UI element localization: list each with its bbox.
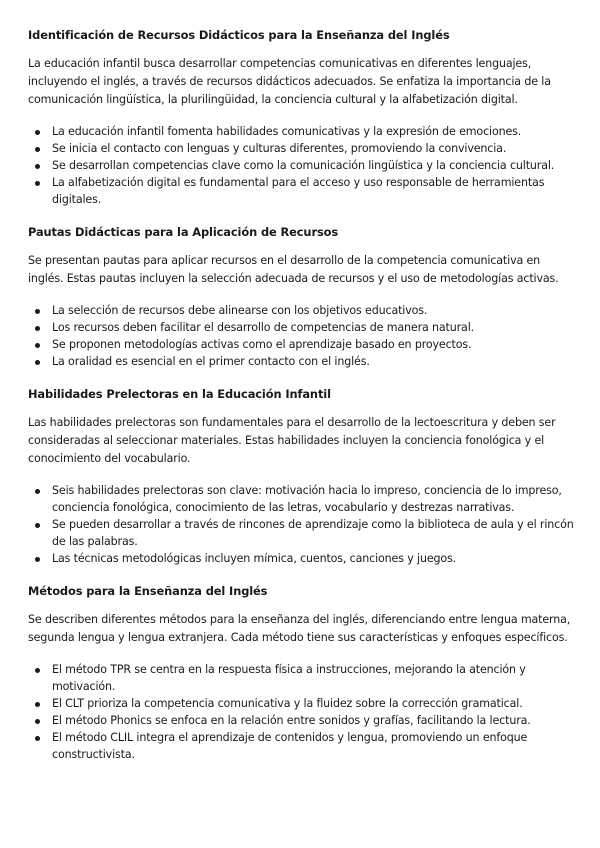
section-paragraph: La educación infantil busca desarrollar competencias comunicativas en diferentes lenguajes, incluyendo el inglés, a través de recursos didácticos adecuados. Se enfatiza la importancia de la comunicación lingüística, la plurilingüidad, la conciencia cultural y la alfabetización digital. bbox=[28, 57, 551, 106]
bullet-icon bbox=[35, 702, 40, 707]
bullet-list bbox=[28, 123, 574, 208]
list-item: Se inicia el contacto con lenguas y culturas diferentes, promoviendo la convivencia. bbox=[28, 140, 574, 157]
list-item: La selección de recursos debe alinearse con los objetivos educativos. bbox=[28, 302, 574, 319]
section-pautas-didacticas bbox=[28, 225, 574, 370]
list-item: Se desarrollan competencias clave como la comunicación lingüística y la conciencia cultural. bbox=[28, 157, 574, 174]
section-title: Habilidades Prelectoras en la Educación Infantil bbox=[28, 387, 331, 401]
list-item: La alfabetización digital es fundamental para el acceso y uso responsable de herramientas digitales. bbox=[28, 174, 574, 208]
section-paragraph: Las habilidades prelectoras son fundamentales para el desarrollo de la lectoescritura y deben ser consideradas al seleccionar materiales. Estas habilidades incluyen la conciencia fonológica y el conocimiento del vocabulario. bbox=[28, 416, 556, 465]
list-item: El método CLIL integra el aprendizaje de contenidos y lengua, promoviendo un enfoque constructivista. bbox=[28, 729, 574, 763]
list-item: Las técnicas metodológicas incluyen mímica, cuentos, canciones y juegos. bbox=[28, 550, 574, 567]
bullet-icon bbox=[35, 326, 40, 331]
bullet-icon bbox=[35, 668, 40, 673]
bullet-icon bbox=[35, 523, 40, 528]
section-paragraph: Se describen diferentes métodos para la enseñanza del inglés, diferenciando entre lengua materna, segunda lengua y lengua extranjera. Cada método tiene sus características y enfoques específicos. bbox=[28, 613, 571, 644]
bullet-icon bbox=[35, 557, 40, 562]
list-item: El método Phonics se enfoca en la relación entre sonidos y grafías, facilitando la lectura. bbox=[28, 712, 574, 729]
section-recursos-didacticos bbox=[28, 28, 574, 208]
bullet-icon bbox=[35, 164, 40, 169]
bullet-icon bbox=[35, 147, 40, 152]
bullet-icon bbox=[35, 489, 40, 494]
section-metodos-ingles bbox=[28, 584, 574, 763]
section-habilidades-prelectoras bbox=[28, 387, 574, 567]
document-page bbox=[28, 28, 574, 763]
list-item: Se proponen metodologías activas como el aprendizaje basado en proyectos. bbox=[28, 336, 574, 353]
section-title: Métodos para la Enseñanza del Inglés bbox=[28, 584, 268, 598]
bullet-icon bbox=[35, 719, 40, 724]
list-item: El método TPR se centra en la respuesta física a instrucciones, mejorando la atención y motivación. bbox=[28, 661, 574, 695]
bullet-list bbox=[28, 482, 574, 567]
bullet-icon bbox=[35, 360, 40, 365]
list-item: Los recursos deben facilitar el desarrollo de competencias de manera natural. bbox=[28, 319, 574, 336]
list-item: Se pueden desarrollar a través de rincones de aprendizaje como la biblioteca de aula y el rincón de las palabras. bbox=[28, 516, 574, 550]
bullet-icon bbox=[35, 181, 40, 186]
list-item: La educación infantil fomenta habilidades comunicativas y la expresión de emociones. bbox=[28, 123, 574, 140]
bullet-list bbox=[28, 302, 574, 370]
list-item: El CLT prioriza la competencia comunicativa y la fluidez sobre la corrección gramatical. bbox=[28, 695, 574, 712]
section-title: Pautas Didácticas para la Aplicación de Recursos bbox=[28, 225, 339, 239]
section-paragraph: Se presentan pautas para aplicar recursos en el desarrollo de la competencia comunicativa en inglés. Estas pautas incluyen la selección adecuada de recursos y el uso de metodologías activas. bbox=[28, 254, 559, 285]
bullet-icon bbox=[35, 343, 40, 348]
bullet-icon bbox=[35, 130, 40, 135]
list-item: Seis habilidades prelectoras son clave: motivación hacia lo impreso, conciencia de lo impreso, conciencia fonológica, conocimiento de las letras, vocabulario y destrezas narrativas. bbox=[28, 482, 574, 516]
bullet-icon bbox=[35, 309, 40, 314]
bullet-icon bbox=[35, 736, 40, 741]
section-title: Identificación de Recursos Didácticos para la Enseñanza del Inglés bbox=[28, 28, 450, 42]
bullet-list bbox=[28, 661, 574, 763]
list-item: La oralidad es esencial en el primer contacto con el inglés. bbox=[28, 353, 574, 370]
